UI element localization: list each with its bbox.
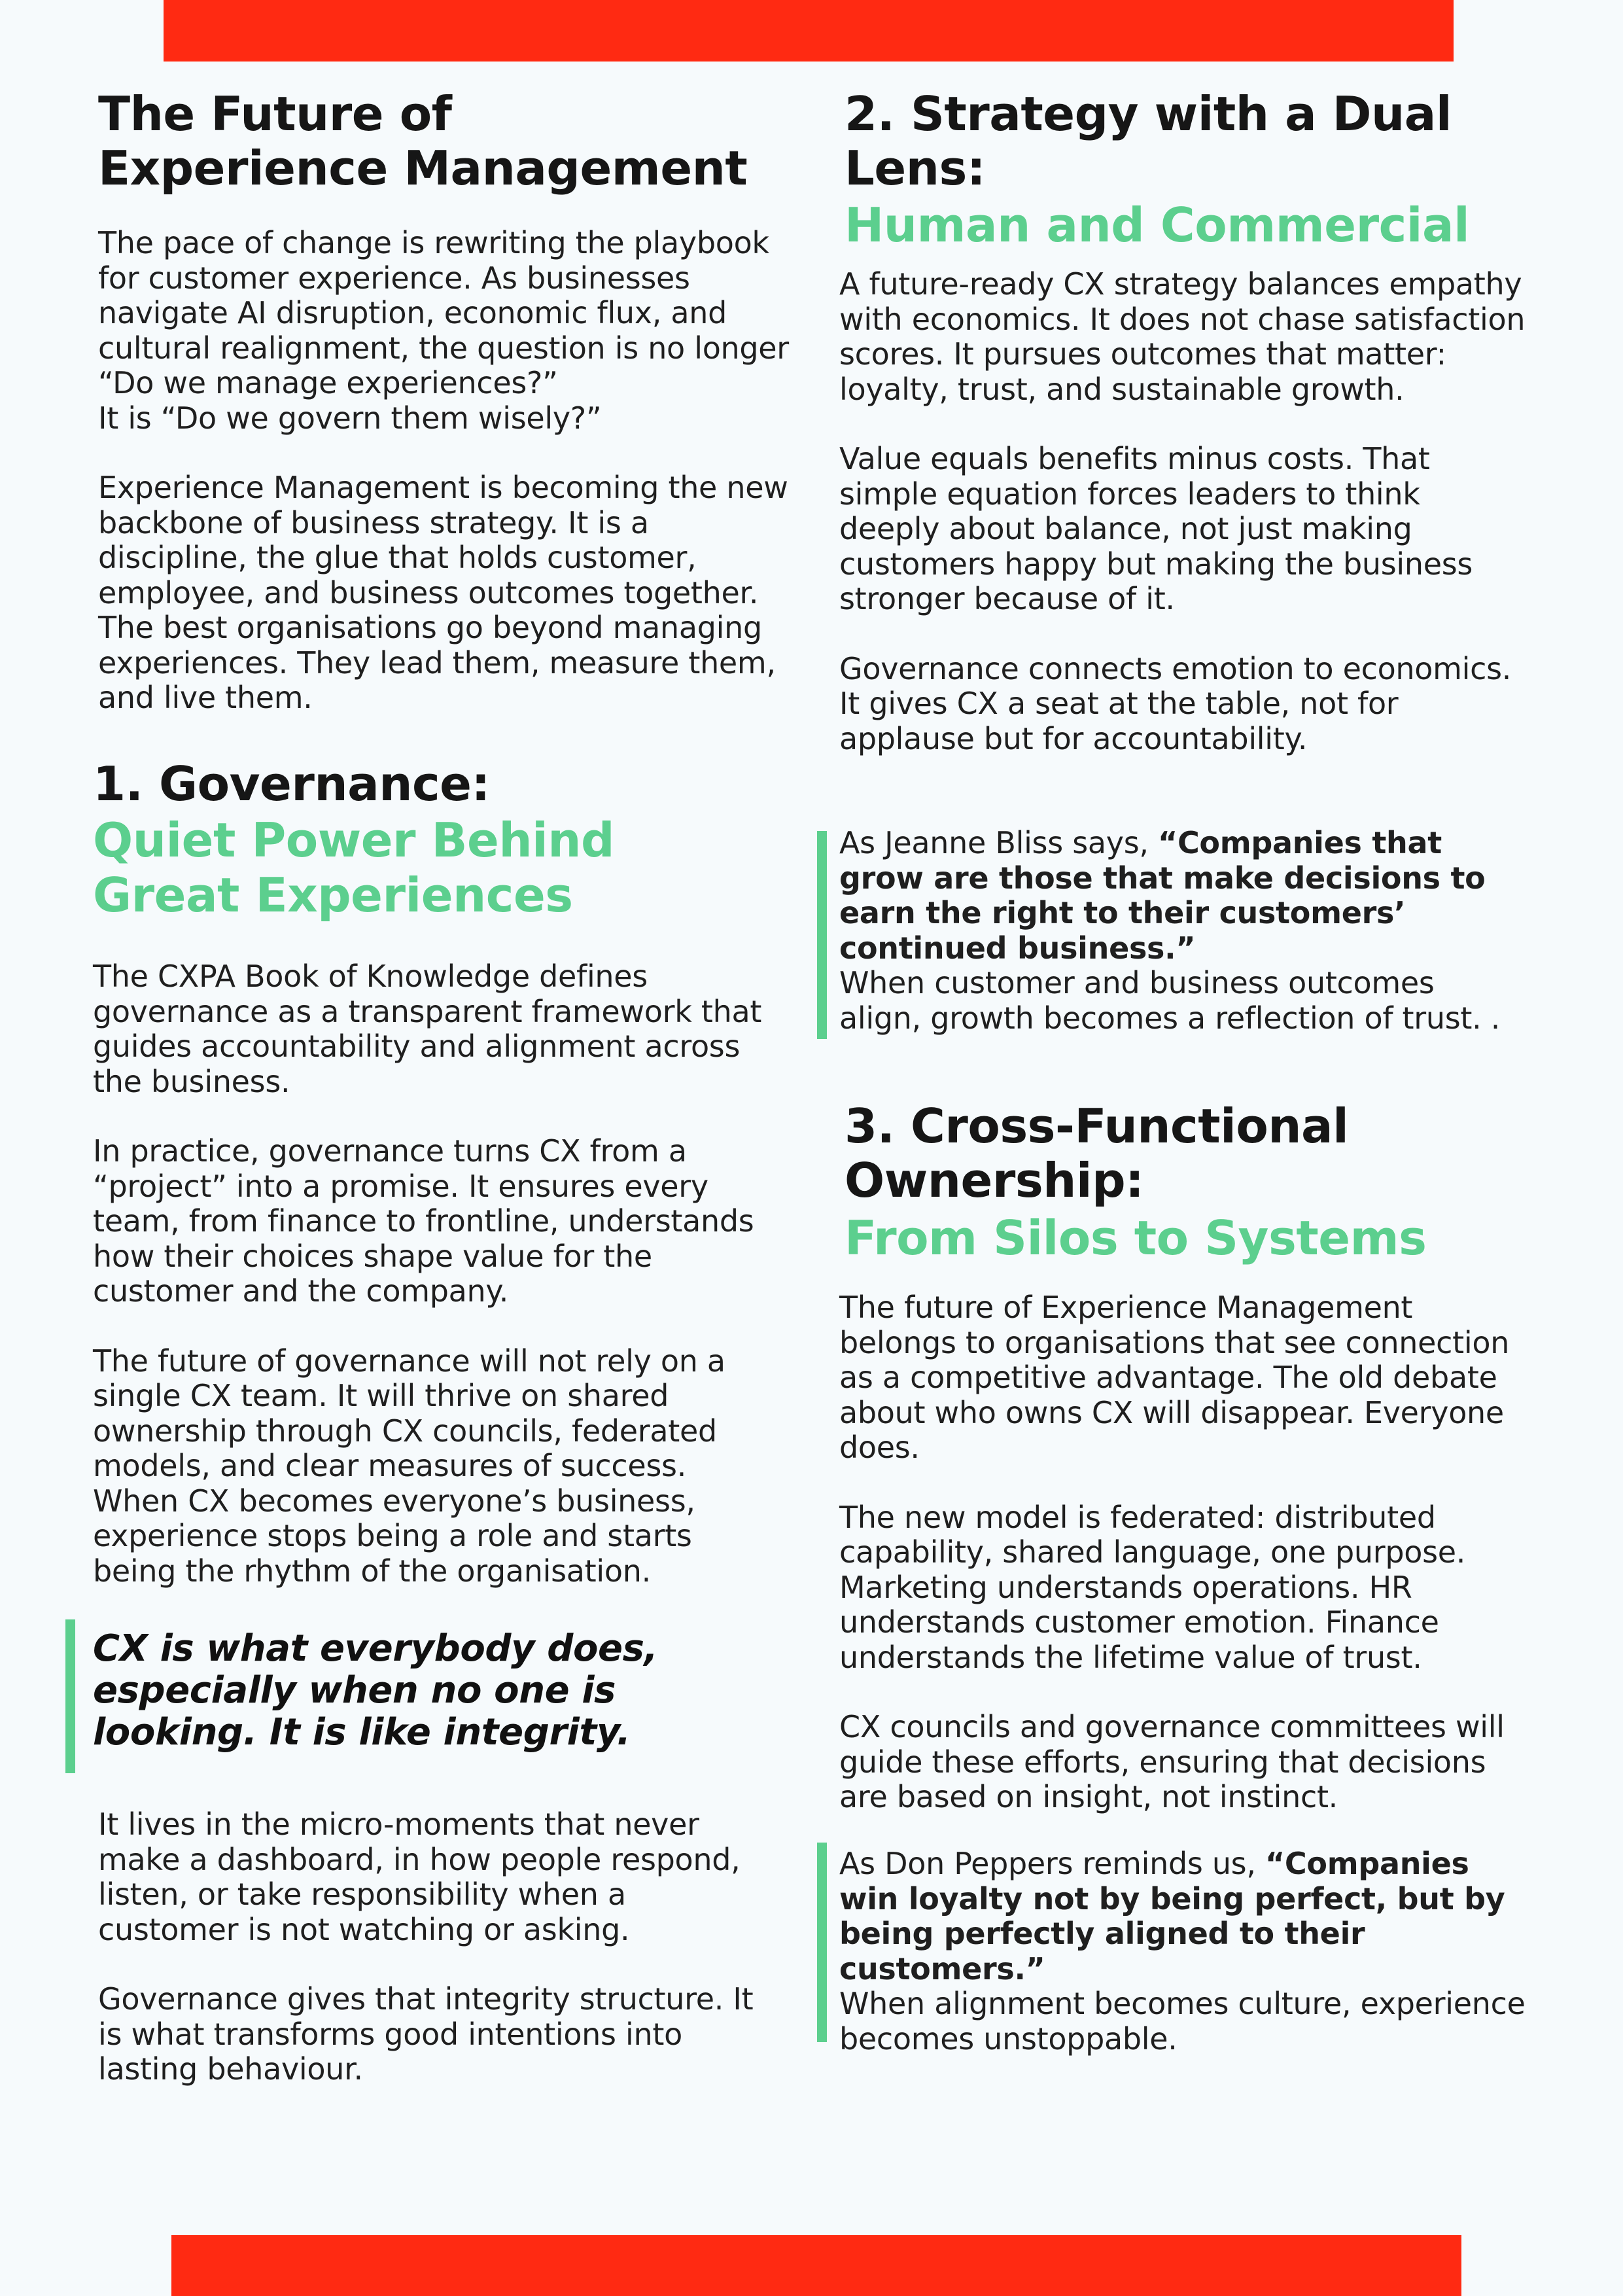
- intro-paragraph-1-line2: It is “Do we govern them wisely?”: [98, 400, 602, 436]
- top-accent-bar: [164, 0, 1454, 62]
- section3-quote-bar: [817, 1843, 827, 2042]
- intro-paragraph-2: Experience Management is becoming the new backbone of business strategy. It is a discipline, the glue that holds customer, employee, and business outcomes together. The best organisations go beyond managing experiences. They lead them, measure them, and live them.: [98, 470, 788, 715]
- section2-text: [839, 267, 1526, 756]
- section1-quote-bar: [65, 1619, 75, 1773]
- section3-quote-after: When alignment becomes culture, experience becomes unstoppable.: [839, 1986, 1526, 2057]
- section3-heading: 3. Cross-Functional Ownership:: [845, 1099, 1349, 1208]
- section2-quote-intro: As Jeanne Bliss says,: [839, 825, 1159, 860]
- section1-paragraph-5: Governance gives that integrity structure. It is what transforms good intentions into lasting behaviour.: [98, 1981, 754, 2087]
- section1-paragraph-1: The CXPA Book of Knowledge defines governance as a transparent framework that guides accountability and alignment across the business.: [93, 959, 762, 1099]
- section2-paragraph-1: A future-ready CX strategy balances empathy with economics. It does not chase satisfaction scores. It pursues outcomes that matter: loyalty, trust, and sustainable growth.: [839, 266, 1526, 407]
- section1-paragraph-3: The future of governance will not rely on a single CX team. It will thrive on shared ownership through CX councils, federated models, and clear measures of success. When CX becomes everyone’s business, experience stops being a role and starts being the rhythm of the organisation.: [93, 1343, 725, 1589]
- section1-heading: 1. Governance:: [93, 756, 490, 811]
- section3-subheading: From Silos to Systems: [845, 1210, 1427, 1265]
- section3-quote-intro: As Don Peppers reminds us,: [839, 1846, 1265, 1881]
- section2-quote-block: [839, 826, 1523, 1036]
- section2-quote: “Companies that grow are those that make decisions to earn the right to their customers’ continued business.”: [839, 825, 1486, 966]
- bottom-accent-bar: [171, 2235, 1461, 2296]
- intro-paragraph-1-text: The pace of change is rewriting the playbook for customer experience. As businesses navigate AI disruption, economic flux, and cultural realignment, the question is no longer “Do we manage experiences?”: [98, 225, 789, 400]
- section1-paragraph-2: In practice, governance turns CX from a “project” into a promise. It ensures every team, from finance to frontline, understands how their choices shape value for the customer and the company.: [93, 1133, 754, 1309]
- section3-paragraph-3: CX councils and governance committees will guide these efforts, ensuring that decisions are based on insight, not instinct.: [839, 1709, 1505, 1814]
- section2-paragraph-2: Value equals benefits minus costs. That simple equation forces leaders to think deeply about balance, not just making customers happy but making the business stronger because of it.: [839, 441, 1473, 616]
- section2-paragraph-3: Governance connects emotion to economics. It gives CX a seat at the table, not for applause but for accountability.: [839, 650, 1512, 756]
- section1-pull-quote: CX is what everybody does, especially when no one is looking. It is like integrity.: [93, 1627, 658, 1754]
- section3-paragraph-2: The new model is federated: distributed capability, shared language, one purpose. Marketing understands operations. HR understands customer emotion. Finance understands the lifetime value of trust.: [839, 1499, 1466, 1675]
- section3-quote: “Companies win loyalty not by being perfect, but by being perfectly aligned to their customers.”: [839, 1846, 1505, 1987]
- intro-paragraph-1: [98, 226, 792, 436]
- section2-subheading: Human and Commercial: [845, 198, 1470, 253]
- section1-subheading: Quiet Power Behind Great Experiences: [93, 813, 615, 923]
- section3-text: [839, 1290, 1529, 1815]
- section3-quote-block: [839, 1846, 1529, 2057]
- section3-paragraph-1: The future of Experience Management belongs to organisations that see connection as a competitive advantage. The old debate about who owns CX will disappear. Everyone does.: [839, 1290, 1510, 1465]
- section2-heading: 2. Strategy with a Dual Lens:: [845, 86, 1452, 196]
- section1-text: [93, 959, 767, 1589]
- intro-text: [98, 226, 792, 716]
- section1-text-after-quote: [98, 1807, 772, 2087]
- section1-paragraph-4: It lives in the micro-moments that never make a dashboard, in how people respond, listen, or take responsibility when a customer is not watching or asking.: [98, 1807, 741, 1947]
- page-title: The Future of Experience Management: [98, 86, 748, 196]
- section2-quote-bar: [817, 831, 827, 1039]
- section2-quote-after: When customer and business outcomes align, growth becomes a reflection of trust. .: [839, 965, 1501, 1036]
